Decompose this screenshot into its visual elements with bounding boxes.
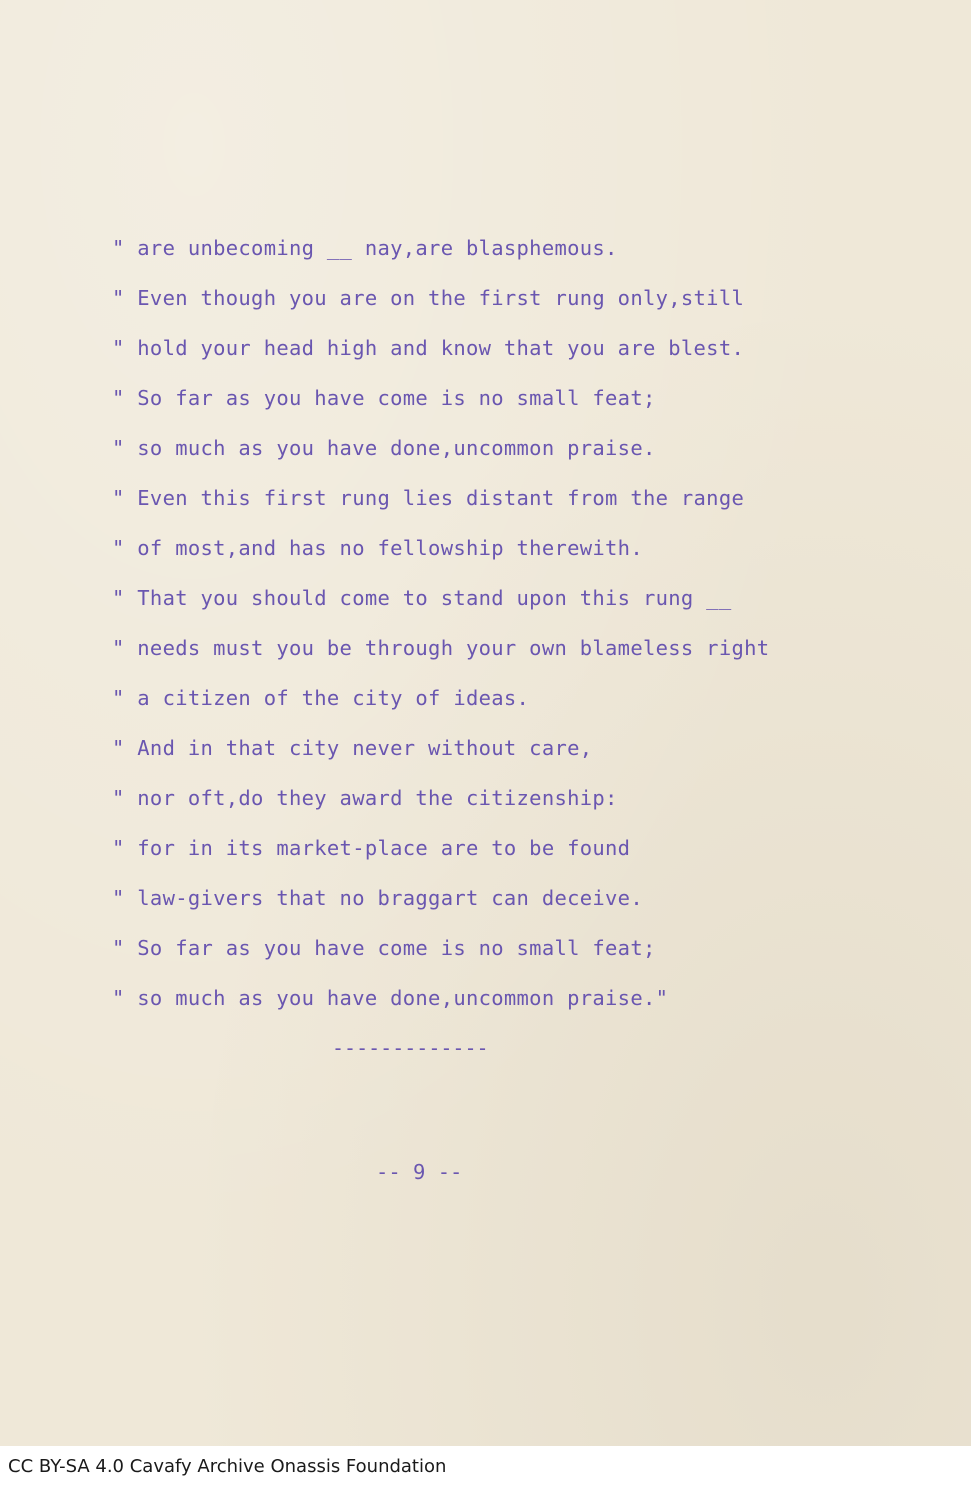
poem-line-8: " That you should come to stand upon this rung __ — [112, 586, 732, 610]
poem-line-4: " So far as you have come is no small feat; — [112, 386, 656, 410]
section-divider: ------------- — [332, 1036, 489, 1060]
poem-line-11: " And in that city never without care, — [112, 736, 593, 760]
poem-text — [112, 228, 952, 1028]
poem-line-6: " Even this first rung lies distant from the range — [112, 486, 745, 510]
poem-line-2: " Even though you are on the first rung only,still — [112, 286, 745, 310]
footer-bar — [0, 1446, 971, 1490]
poem-line-16: " so much as you have done,uncommon praise." — [112, 986, 669, 1010]
poem-line-14: " law-givers that no braggart can deceive. — [112, 886, 643, 910]
poem-line-10: " a citizen of the city of ideas. — [112, 686, 530, 710]
poem-line-15: " So far as you have come is no small feat; — [112, 936, 656, 960]
poem-line-12: " nor oft,do they award the citizenship: — [112, 786, 618, 810]
poem-line-13: " for in its market-place are to be found — [112, 836, 631, 860]
poem-line-7: " of most,and has no fellowship therewith. — [112, 536, 643, 560]
poem-line-1: " are unbecoming __ nay,are blasphemous. — [112, 236, 618, 260]
poem-line-3: " hold your head high and know that you are blest. — [112, 336, 745, 360]
poem-line-5: " so much as you have done,uncommon praise. — [112, 436, 656, 460]
license-credit: CC BY-SA 4.0 Cavafy Archive Onassis Foundation — [8, 1456, 447, 1477]
poem-line-9: " needs must you be through your own blameless right — [112, 636, 770, 660]
page-number: -- 9 -- — [376, 1160, 463, 1184]
